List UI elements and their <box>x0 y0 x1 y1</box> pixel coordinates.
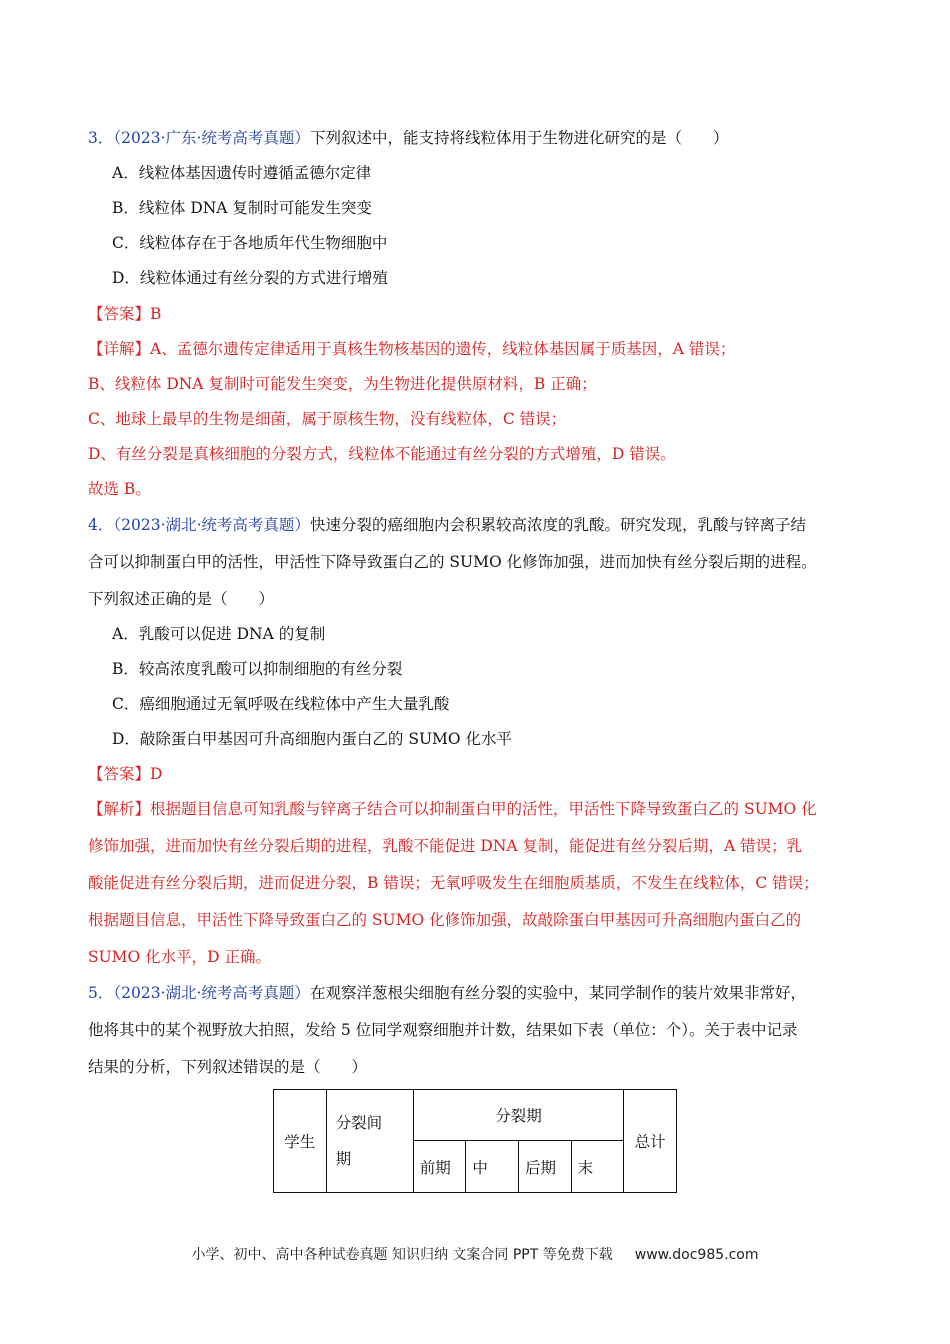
q4-stem-line-1 <box>88 515 806 535</box>
q3-detail-line-1 <box>88 339 735 359</box>
q3-answer-value: B <box>150 305 162 323</box>
q5-stem-text-1: 在观察洋葱根尖细胞有丝分裂的实验中，某同学制作的装片效果非常好， <box>309 984 806 1002</box>
table-header-interphase-line-2: 期 <box>335 1150 352 1168</box>
q4-source: （2023·湖北·统考高考真题） <box>113 516 310 534</box>
q3-option-c: C．线粒体存在于各地质年代生物细胞中 <box>112 234 388 252</box>
table-header-anaphase: 后期 <box>519 1141 572 1193</box>
q4-analysis-label: 【解析】 <box>88 800 151 818</box>
table-header-interphase-line-1: 分裂间 <box>335 1114 383 1132</box>
page-footer <box>0 1244 950 1264</box>
q3-answer <box>88 304 161 324</box>
q3-stem: 下列叙述中，能支持将线粒体用于生物进化研究的是（ ） <box>309 129 729 147</box>
q3-detail-line-4: D、有丝分裂是真核细胞的分裂方式，线粒体不能通过有丝分裂的方式增殖，D 错误。 <box>88 445 676 463</box>
q4-option-c: C．癌细胞通过无氧呼吸在线粒体中产生大量乳酸 <box>112 695 450 713</box>
q4-answer-value: D <box>150 765 163 783</box>
q4-number: 4． <box>88 516 114 534</box>
table-header-interphase <box>326 1090 413 1193</box>
q4-analysis-line-4: 根据题目信息，甲活性下降导致蛋白乙的 SUMO 化修饰加强，故敲除蛋白甲基因可升高细胞内蛋白乙的 <box>88 911 802 929</box>
q4-analysis-line-5: SUMO 化水平，D 正确。 <box>88 948 272 966</box>
table-header-division: 分裂期 <box>413 1090 624 1141</box>
footer-url[interactable]: www.doc985.com <box>634 1247 759 1263</box>
table-header-prophase: 前期 <box>413 1141 466 1193</box>
q5-source: （2023·湖北·统考高考真题） <box>113 984 310 1002</box>
q5-stem-line-1 <box>88 983 806 1003</box>
table-header-telophase: 末 <box>571 1141 624 1193</box>
table-header-student: 学生 <box>274 1090 327 1193</box>
q3-detail-line-3: C、地球上最早的生物是细菌，属于原核生物，没有线粒体，C 错误； <box>88 410 567 428</box>
table-header-total: 总计 <box>624 1090 677 1193</box>
q3-detail-text-1: A、孟德尔遗传定律适用于真核生物核基因的遗传，线粒体基因属于质基因，A 错误； <box>150 340 736 358</box>
q3-option-a: A．线粒体基因遗传时遵循孟德尔定律 <box>112 164 372 182</box>
q3-detail-line-2: B、线粒体 DNA 复制时可能发生突变，为生物进化提供原材料，B 正确； <box>88 375 597 393</box>
q5-stem-line-3: 结果的分析，下列叙述错误的是（ ） <box>88 1058 368 1076</box>
q3-stem-line <box>88 128 728 148</box>
q5-stem-line-2: 他将其中的某个视野放大拍照，发给 5 位同学观察细胞并计数，结果如下表（单位：个）。关于表中记录 <box>88 1021 798 1039</box>
cell-count-table <box>273 1089 677 1193</box>
q4-option-a: A．乳酸可以促进 DNA 的复制 <box>112 625 326 643</box>
q4-stem-line-2: 合可以抑制蛋白甲的活性，甲活性下降导致蛋白乙的 SUMO 化修饰加强，进而加快有丝分裂后期的进程。 <box>88 553 817 571</box>
q4-option-b: B．较高浓度乳酸可以抑制细胞的有丝分裂 <box>112 660 403 678</box>
q4-stem-text-1: 快速分裂的癌细胞内会积累较高浓度的乳酸。研究发现，乳酸与锌离子结 <box>309 516 806 534</box>
q3-option-b: B．线粒体 DNA 复制时可能发生突变 <box>112 199 372 217</box>
q3-option-d: D．线粒体通过有丝分裂的方式进行增殖 <box>112 269 388 287</box>
q4-answer <box>88 764 162 784</box>
q3-answer-label: 【答案】 <box>88 305 151 323</box>
q4-answer-label: 【答案】 <box>88 765 151 783</box>
table-header-metaphase: 中 <box>466 1141 519 1193</box>
q4-stem-line-3: 下列叙述正确的是（ ） <box>88 590 275 608</box>
q3-source: （2023·广东·统考高考真题） <box>113 129 310 147</box>
footer-text: 小学、初中、高中各种试卷真题 知识归纳 文案合同 PPT 等免费下载 <box>191 1247 613 1263</box>
q4-analysis-text-1: 根据题目信息可知乳酸与锌离子结合可以抑制蛋白甲的活性，甲活性下降导致蛋白乙的 SUMO 化 <box>150 800 817 818</box>
q4-analysis-line-3: 酸能促进有丝分裂后期，进而促进分裂，B 错误；无氧呼吸发生在细胞质基质，不发生在线粒体，C 错误； <box>88 874 819 892</box>
q3-detail-line-5: 故选 B。 <box>88 480 151 498</box>
q4-analysis-line-2: 修饰加强，进而加快有丝分裂后期的进程，乳酸不能促进 DNA 复制，能促进有丝分裂后期，A 错误；乳 <box>88 837 803 855</box>
q4-option-d: D．敲除蛋白甲基因可升高细胞内蛋白乙的 SUMO 化水平 <box>112 730 513 748</box>
q3-detail-label: 【详解】 <box>88 340 151 358</box>
q4-analysis-line-1 <box>88 799 817 819</box>
q3-number: 3． <box>88 129 114 147</box>
q5-number: 5． <box>88 984 114 1002</box>
